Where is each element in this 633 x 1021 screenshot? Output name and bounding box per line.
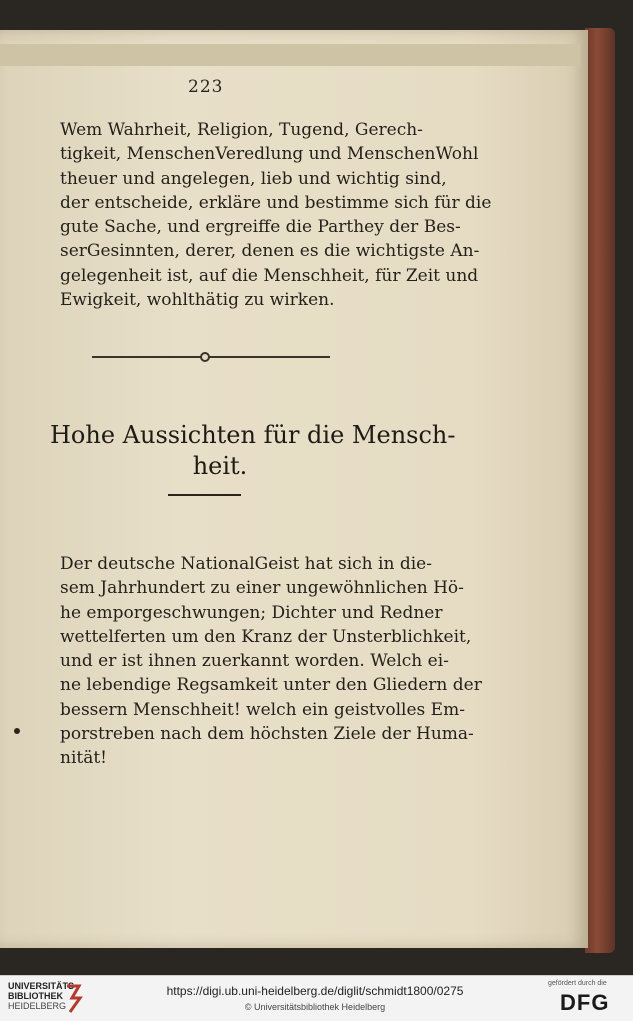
text-line: tigkeit, MenschenVeredlung und MenschenWohl [60, 144, 479, 165]
text-line: porstreben nach dem höchsten Ziele der Huma- [60, 724, 474, 745]
paragraph-1 [60, 118, 492, 312]
text-line: Der deutsche NationalGeist hat sich in die- [60, 554, 432, 574]
book-cover-edge [585, 28, 615, 953]
section-divider [92, 356, 330, 358]
text-line: und er ist ihnen zuerkannt worden. Welch ei- [60, 651, 449, 672]
copyright-notice: © Universitätsbibliothek Heidelberg [244, 1002, 386, 1012]
heading-line: Hohe Aussichten für die Mensch- [50, 421, 456, 449]
section-heading [50, 420, 456, 482]
viewer-footer [0, 975, 633, 1021]
library-name-line: HEIDELBERG [8, 1001, 67, 1011]
page-top-edge [0, 44, 580, 66]
text-line: nität! [60, 748, 108, 769]
permalink-url[interactable]: https://digi.ub.uni-heidelberg.de/diglit/schmidt1800/0275 [166, 984, 464, 998]
text-line: der entscheide, erkläre und bestimme sich für die [60, 192, 492, 213]
page-number: 223 [188, 77, 224, 97]
text-line: theuer und angelegen, lieb und wichtig sind, [60, 168, 447, 189]
library-name-line: BIBLIOTHEK [8, 991, 63, 1001]
text-line: bessern Menschheit! welch ein geistvolles Em- [60, 699, 465, 720]
funding-note: gefördert durch die [548, 980, 607, 987]
library-logo-icon [64, 982, 86, 1014]
heading-underline [168, 494, 241, 496]
text-line: ne lebendige Regsamkeit unter den Gliedern der [60, 675, 482, 696]
paragraph-2 [60, 552, 482, 771]
text-line: he emporgeschwungen; Dichter und Redner [60, 602, 443, 623]
divider-ornament [200, 352, 210, 362]
dfg-logo[interactable]: DFG [560, 990, 610, 1015]
heading-line: heit. [192, 452, 248, 480]
text-line: gute Sache, und ergreiffe die Parthey der Bes- [60, 217, 461, 238]
text-line: sem Jahrhundert zu einer ungewöhnlichen Hö- [60, 578, 464, 599]
text-line: Ewigkeit, wohlthätig zu wirken. [60, 290, 335, 311]
text-line: gelegenheit ist, auf die Menschheit, für Zeit und [60, 265, 479, 286]
text-line: wettelferten um den Kranz der Unsterblichkeit, [60, 626, 472, 647]
library-name-line: UNIVERSITÄTS- [8, 981, 78, 991]
text-line: serGesinnten, derer, denen es die wichtigste An- [60, 241, 480, 262]
text-line: Wem Wahrheit, Religion, Tugend, Gerech- [60, 120, 423, 140]
ink-mark [14, 728, 20, 734]
